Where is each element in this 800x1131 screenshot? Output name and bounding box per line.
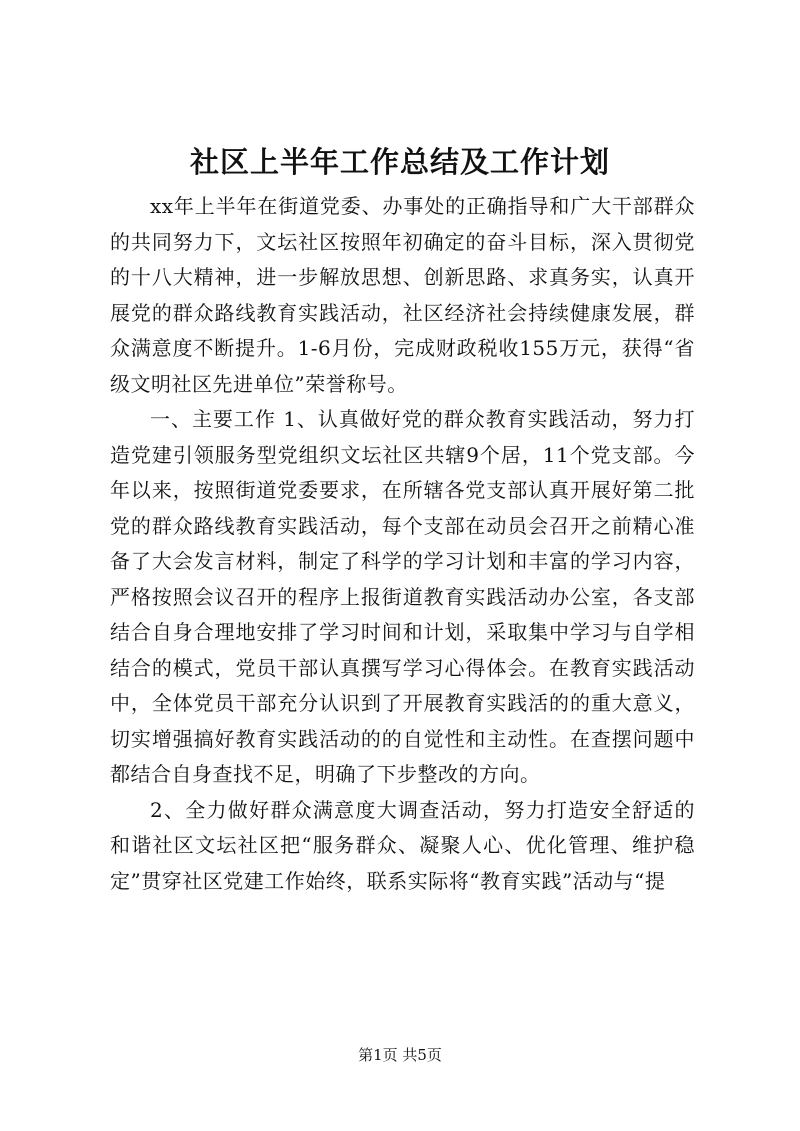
paragraph-main-work-1: 一、主要工作 1、认真做好党的群众教育实践活动，努力打造党建引领服务型党组织文坛社区共辖9个居，11个党支部。今年以来，按照街道党委要求，在所辖各党支部认真开展好第二批党的群众路线教育实践活动，每个支部在动员会召开之前精心准备了大会发言材料，制定了科学的学习计划和丰富的学习内容，严格按照会议召开的程序上报街道教育实践活动办公室，各支部结合自身合理地安排了学习时间和计划，采取集中学习与自学相结合的模式，党员干部认真撰写学习心得体会。在教育实践活动中，全体党员干部充分认识到了开展教育实践活的的重大意义，切实增强搞好教育实践活动的的自觉性和主动性。在查摆问题中都结合自身查找不足，明确了下步整改的方向。	[110, 407, 695, 786]
document-title: 社区上半年工作总结及工作计划	[189, 145, 610, 179]
paragraph-intro: xx年上半年在街道党委、办事处的正确指导和广大干部群众的共同努力下，文坛社区按照年初确定的奋斗目标，深入贯彻党的十八大精神，进一步解放思想、创新思路、求真务实，认真开展党的群众路线教育实践活动，社区经济社会持续健康发展，群众满意度不断提升。1-6月份，完成财政税收155万元，获得“省级文明社区先进单位”荣誉称号。	[110, 194, 695, 396]
paragraph-main-work-2: 2、全力做好群众满意度大调查活动，努力打造安全舒适的和谐社区文坛社区把“服务群众、凝聚人心、优化管理、维护稳定”贯穿社区党建工作始终，联系实际将“教育实践”活动与“提	[110, 797, 695, 893]
page-footer: 第1页 共5页	[358, 1046, 442, 1064]
document-body	[110, 189, 695, 899]
